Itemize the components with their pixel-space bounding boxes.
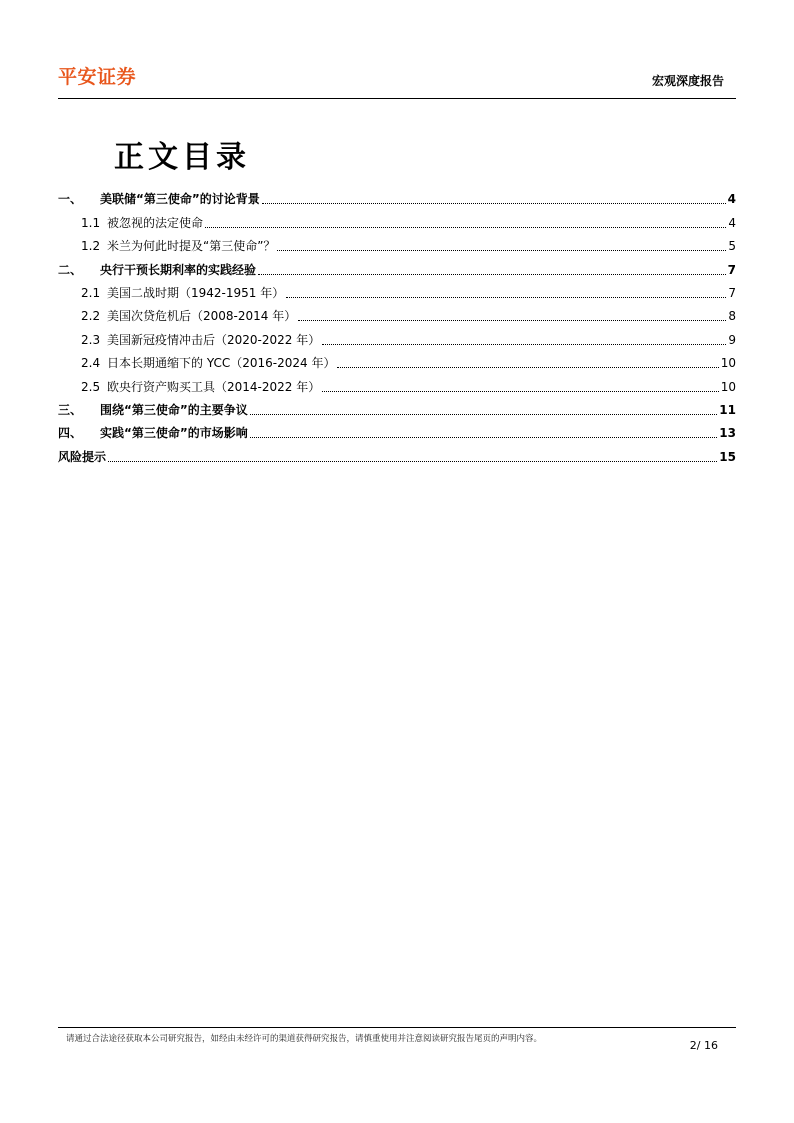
dot-leader [205, 226, 726, 228]
toc-entry-3[interactable] [58, 395, 736, 418]
toc-entry-number: 1.1 [81, 215, 101, 230]
toc-entry-1[interactable] [58, 184, 736, 207]
toc-entry-number: 2.4 [81, 356, 101, 371]
toc-entry-label: 米兰为何此时提及“第三使命”？ [107, 239, 276, 254]
dot-leader [108, 460, 717, 462]
toc-entry-page: 5 [728, 239, 736, 254]
dot-leader [250, 436, 718, 438]
toc-entry-number: 2.1 [81, 285, 101, 300]
toc-entry-page: 11 [719, 402, 736, 417]
toc-entry-label: 欧央行资产购买工具（2014-2022 年） [107, 379, 321, 394]
toc-entry-label: 美联储“第三使命”的讨论背景 [100, 192, 260, 207]
toc-entry-1-1[interactable] [58, 207, 736, 230]
toc-entry-2-3[interactable] [58, 324, 736, 347]
toc-entry-label: 围绕“第三使命”的主要争议 [100, 402, 248, 417]
footer-disclaimer: 请通过合法途径获取本公司研究报告，如经由未经许可的渠道获得研究报告，请慎重使用并注意阅读研究报告尾页的声明内容。 [66, 1034, 543, 1044]
toc-entry-1-2[interactable] [58, 231, 736, 254]
dot-leader [337, 366, 718, 368]
toc-entry-number: 2.2 [81, 309, 101, 324]
table-of-contents [58, 184, 736, 465]
toc-entry-number: 四、 [58, 426, 83, 441]
toc-entry-number: 1.2 [81, 239, 101, 254]
toc-entry-number: 2.3 [81, 332, 101, 347]
toc-entry-page: 9 [728, 332, 736, 347]
toc-entry-page: 10 [720, 379, 736, 394]
dot-leader [250, 413, 718, 415]
toc-entry-page: 4 [727, 192, 736, 207]
dot-leader [322, 343, 726, 345]
toc-entry-page: 13 [719, 426, 736, 441]
toc-title: 正文目录 [114, 140, 250, 175]
toc-entry-number: 二、 [58, 262, 83, 277]
report-type-label: 宏观深度报告 [651, 74, 724, 88]
toc-entry-label: 风险提示 [58, 449, 107, 464]
dot-leader [298, 319, 726, 321]
toc-entry-label: 实践“第三使命”的市场影响 [100, 426, 248, 441]
toc-entry-page: 4 [728, 215, 736, 230]
page-number: 2/ 16 [689, 1039, 718, 1052]
toc-entry-label: 被忽视的法定使命 [107, 215, 204, 230]
toc-entry-page: 7 [727, 262, 736, 277]
toc-entry-page: 15 [719, 449, 736, 464]
toc-entry-label: 美国二战时期（1942-1951 年） [107, 285, 285, 300]
toc-entry-2-2[interactable] [58, 301, 736, 324]
toc-entry-label: 美国新冠疫情冲击后（2020-2022 年） [107, 332, 321, 347]
toc-entry-number: 三、 [58, 402, 83, 417]
toc-entry-2-4[interactable] [58, 348, 736, 371]
toc-entry-2-1[interactable] [58, 278, 736, 301]
dot-leader [286, 296, 726, 298]
footer-divider [58, 1027, 736, 1028]
dot-leader [262, 202, 726, 204]
toc-entry-2-5[interactable] [58, 371, 736, 394]
toc-entry-page: 7 [728, 285, 736, 300]
toc-entry-page: 10 [720, 356, 736, 371]
toc-entry-label: 美国次贷危机后（2008-2014 年） [107, 309, 297, 324]
page-header [58, 62, 736, 99]
toc-entry-4[interactable] [58, 418, 736, 441]
toc-entry-label: 央行干预长期利率的实践经验 [100, 262, 257, 277]
dot-leader [322, 390, 718, 392]
dot-leader [277, 249, 726, 251]
toc-entry-label: 日本长期通缩下的 YCC（2016-2024 年） [107, 356, 336, 371]
toc-entry-page: 8 [728, 309, 736, 324]
dot-leader [258, 273, 726, 275]
company-logo: 平安证券 [58, 66, 137, 88]
toc-entry-number: 2.5 [81, 379, 101, 394]
toc-entry-number: 一、 [58, 192, 83, 207]
toc-entry-2[interactable] [58, 254, 736, 277]
toc-entry-risk[interactable] [58, 441, 736, 464]
